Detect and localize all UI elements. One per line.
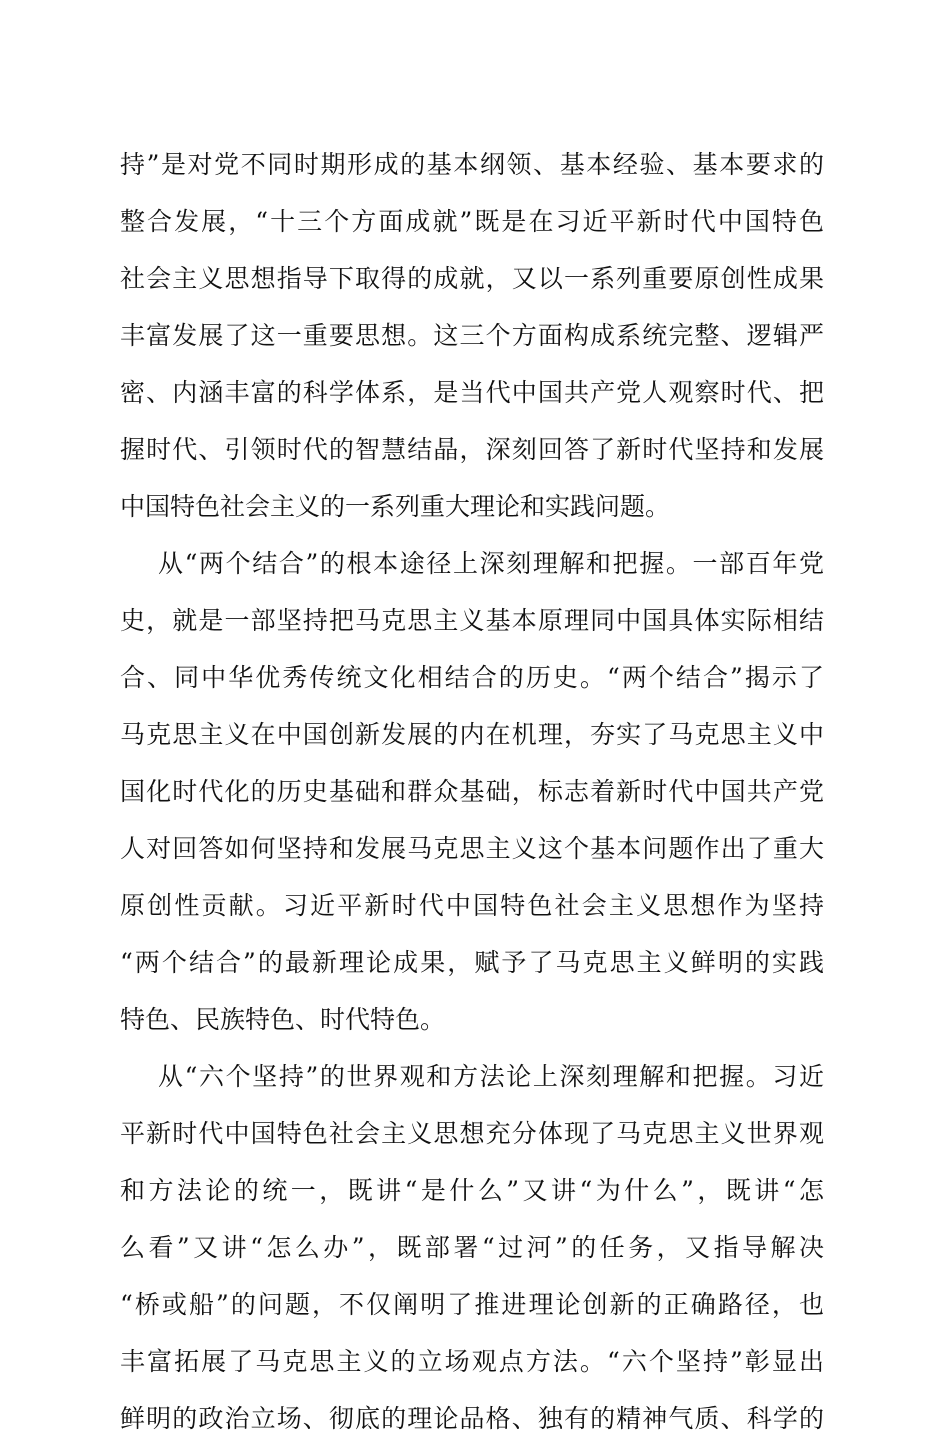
text-line: 中国特色社会主义的一系列重大理论和实践问题。 (120, 492, 671, 521)
text-line: 丰富发展了这一重要思想。这三个方面构成系统完整、逻辑严 (120, 321, 824, 350)
text-line: 密、内涵丰富的科学体系，是当代中国共产党人观察时代、把 (120, 378, 824, 407)
text-line: “两个结合”的最新理论成果，赋予了马克思主义鲜明的实践 (120, 948, 824, 977)
text-line: 整合发展，“十三个方面成就”既是在习近平新时代中国特色 (120, 207, 824, 236)
text-line: 人对回答如何坚持和发展马克思主义这个基本问题作出了重大 (120, 834, 824, 863)
text-line: 合、同中华优秀传统文化相结合的历史。“两个结合”揭示了 (120, 663, 824, 692)
text-line: 和方法论的统一，既讲“是什么”又讲“为什么”，既讲“怎 (120, 1176, 824, 1205)
text-line: 从“两个结合”的根本途径上深刻理解和把握。一部百年党 (158, 549, 824, 578)
text-line: 社会主义思想指导下取得的成就，又以一系列重要原创性成果 (120, 264, 824, 293)
text-line: 原创性贡献。习近平新时代中国特色社会主义思想作为坚持 (120, 891, 824, 920)
text-line: 马克思主义在中国创新发展的内在机理，夯实了马克思主义中 (120, 720, 824, 749)
text-line: 持”是对党不同时期形成的基本纲领、基本经验、基本要求的 (120, 150, 824, 179)
text-line: 史，就是一部坚持把马克思主义基本原理同中国具体实际相结 (120, 606, 824, 635)
document-page (120, 136, 824, 1447)
paragraph-2 (120, 535, 824, 1048)
text-line: 从“六个坚持”的世界观和方法论上深刻理解和把握。习近 (158, 1062, 824, 1091)
text-line: 国化时代化的历史基础和群众基础，标志着新时代中国共产党 (120, 777, 824, 806)
text-line: 鲜明的政治立场、彻底的理论品格、独有的精神气质、科学的 (120, 1404, 824, 1433)
paragraph-1 (120, 136, 824, 535)
text-line: 特色、民族特色、时代特色。 (120, 1005, 446, 1034)
text-line: “桥或船”的问题，不仅阐明了推进理论创新的正确路径，也 (120, 1290, 824, 1319)
text-line: 握时代、引领时代的智慧结晶，深刻回答了新时代坚持和发展 (120, 435, 824, 464)
text-line: 丰富拓展了马克思主义的立场观点方法。“六个坚持”彰显出 (120, 1347, 824, 1376)
paragraph-3 (120, 1048, 824, 1447)
text-line: 么看”又讲“怎么办”，既部署“过河”的任务，又指导解决 (120, 1233, 824, 1262)
text-line: 平新时代中国特色社会主义思想充分体现了马克思主义世界观 (120, 1119, 824, 1148)
